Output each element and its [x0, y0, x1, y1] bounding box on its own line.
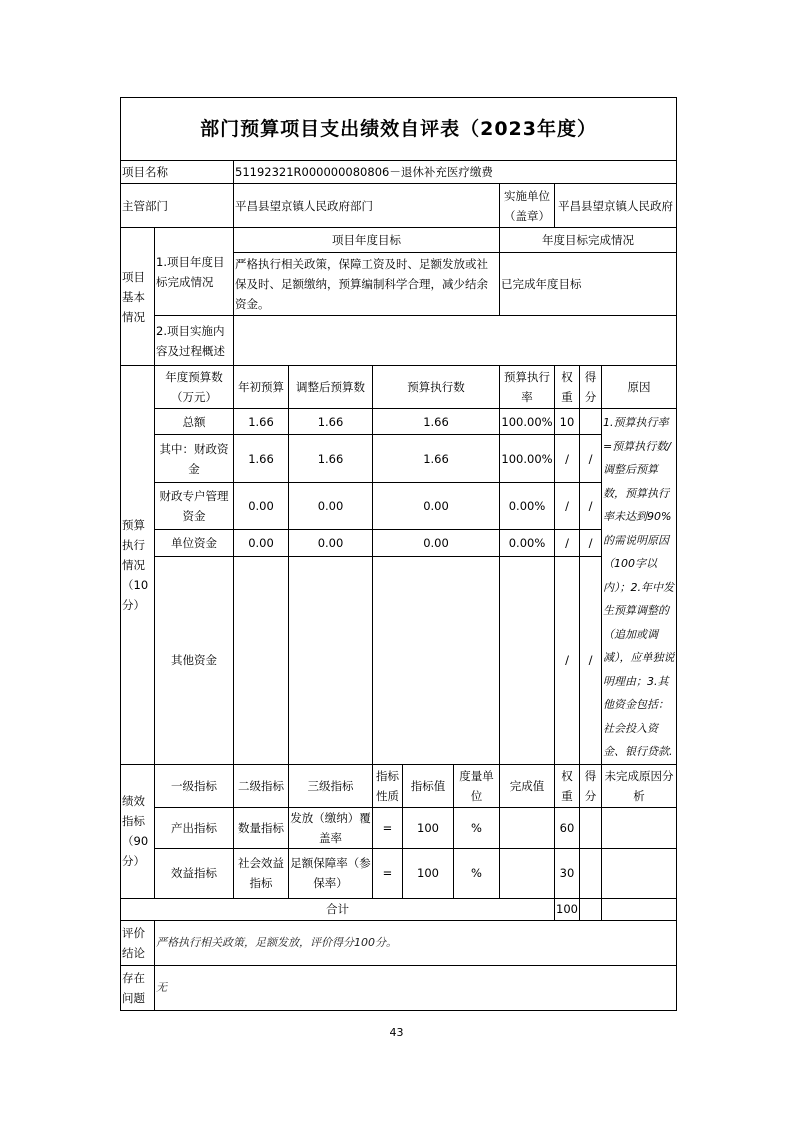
cell: 单位资金 — [155, 530, 234, 556]
total-label: 合计 — [121, 898, 555, 920]
cell — [234, 556, 289, 764]
self-evaluation-table — [120, 97, 677, 1011]
budget-header: 得分 — [580, 366, 602, 409]
cell: 100 — [403, 848, 454, 898]
cell — [373, 556, 500, 764]
cell: 其中：财政资金 — [155, 435, 234, 482]
budget-reason: 1.预算执行率=预算执行数/调整后预算数，预算执行率未达到90%的需说明原因（100字以内）；2.年中发生预算调整的（追加或调减），应单独说明理由；3.其他资金包括：社会投入资金、银行贷款. — [602, 409, 677, 765]
cell — [500, 556, 555, 764]
cell: 1.66 — [373, 435, 500, 482]
impl: 平昌县望京镇人民政府 — [555, 184, 677, 228]
cell: 0.00 — [289, 530, 373, 556]
cell: 100.00% — [500, 409, 555, 435]
budget-header: 原因 — [602, 366, 677, 409]
perf-header: 三级指标 — [289, 764, 373, 807]
budget-header: 调整后预算数 — [289, 366, 373, 409]
cell: 效益指标 — [155, 848, 234, 898]
cell: / — [555, 435, 580, 482]
cell: / — [580, 530, 602, 556]
cell: = — [373, 807, 403, 848]
done-header: 年度目标完成情况 — [500, 228, 677, 253]
cell — [289, 556, 373, 764]
budget-row — [121, 556, 677, 764]
cell: / — [555, 482, 580, 529]
cell: 30 — [555, 848, 580, 898]
perf-header: 指标值 — [403, 764, 454, 807]
cell: 0.00 — [234, 482, 289, 529]
conclusion-label: 评价结论 — [121, 920, 155, 965]
budget-header: 年初预算 — [234, 366, 289, 409]
dept: 平昌县望京镇人民政府部门 — [234, 184, 500, 228]
total-score — [580, 898, 602, 920]
perf-header: 未完成原因分析 — [602, 764, 677, 807]
cell — [580, 848, 602, 898]
cell: 产出指标 — [155, 807, 234, 848]
cell: 总额 — [155, 409, 234, 435]
budget-header: 年度预算数（万元） — [155, 366, 234, 409]
cell: 0.00 — [373, 482, 500, 529]
project-name-label: 项目名称 — [121, 161, 234, 184]
cell: 1.66 — [373, 409, 500, 435]
cell: / — [580, 435, 602, 482]
basic-item2-value — [234, 316, 677, 366]
budget-label: 预算执行情况（10分） — [121, 366, 155, 765]
budget-header: 权重 — [555, 366, 580, 409]
cell: 0.00 — [234, 530, 289, 556]
cell — [500, 848, 555, 898]
conclusion: 严格执行相关政策，足额发放，评价得分100分。 — [155, 920, 677, 965]
cell — [580, 807, 602, 848]
page-number: 43 — [389, 1026, 404, 1039]
cell: 0.00 — [373, 530, 500, 556]
budget-header: 预算执行率 — [500, 366, 555, 409]
cell: 数量指标 — [234, 807, 289, 848]
basic-item2: 2.项目实施内容及过程概述 — [155, 316, 234, 366]
cell: / — [555, 556, 580, 764]
cell: / — [580, 482, 602, 529]
issues: 无 — [155, 965, 677, 1010]
cell: 60 — [555, 807, 580, 848]
cell — [580, 409, 602, 435]
total-weight: 100 — [555, 898, 580, 920]
cell — [602, 807, 677, 848]
cell — [500, 807, 555, 848]
issues-label: 存在问题 — [121, 965, 155, 1010]
cell: 0.00% — [500, 482, 555, 529]
cell: % — [454, 848, 500, 898]
budget-header: 预算执行数 — [373, 366, 500, 409]
perf-header: 指标性质 — [373, 764, 403, 807]
budget-row — [121, 409, 677, 435]
perf-row — [121, 848, 677, 898]
dept-label: 主管部门 — [121, 184, 234, 228]
cell: 1.66 — [234, 409, 289, 435]
perf-header: 权重 — [555, 764, 580, 807]
done: 已完成年度目标 — [500, 253, 677, 316]
perf-label: 绩效指标（90分） — [121, 764, 155, 898]
cell: 100 — [403, 807, 454, 848]
page-title: 部门预算项目支出绩效自评表（2023年度） — [121, 98, 677, 161]
cell: / — [555, 530, 580, 556]
cell: 0.00% — [500, 530, 555, 556]
budget-row — [121, 482, 677, 529]
impl-label: 实施单位（盖章） — [500, 184, 555, 228]
perf-header: 二级指标 — [234, 764, 289, 807]
cell: 发放（缴纳）覆盖率 — [289, 807, 373, 848]
perf-header: 一级指标 — [155, 764, 234, 807]
budget-row — [121, 435, 677, 482]
cell: 足额保障率（参保率） — [289, 848, 373, 898]
cell: 10 — [555, 409, 580, 435]
cell: / — [580, 556, 602, 764]
cell: 财政专户管理资金 — [155, 482, 234, 529]
cell: 社会效益指标 — [234, 848, 289, 898]
total-reason — [602, 898, 677, 920]
basic-label: 项目基本情况 — [121, 228, 155, 366]
cell: 1.66 — [234, 435, 289, 482]
cell: 1.66 — [289, 435, 373, 482]
cell: 1.66 — [289, 409, 373, 435]
cell: 100.00% — [500, 435, 555, 482]
cell: % — [454, 807, 500, 848]
goal: 严格执行相关政策，保障工资及时、足额发放或社保及时、足额缴纳，预算编制科学合理，减少结余资金。 — [234, 253, 500, 316]
perf-header: 得分 — [580, 764, 602, 807]
cell: 其他资金 — [155, 556, 234, 764]
cell: = — [373, 848, 403, 898]
cell — [602, 848, 677, 898]
budget-row — [121, 530, 677, 556]
perf-row — [121, 807, 677, 848]
perf-header: 度量单位 — [454, 764, 500, 807]
perf-header: 完成值 — [500, 764, 555, 807]
cell: 0.00 — [289, 482, 373, 529]
project-name: 51192321R000000080806－退休补充医疗缴费 — [234, 161, 677, 184]
goal-header: 项目年度目标 — [234, 228, 500, 253]
basic-item1: 1.项目年度目标完成情况 — [155, 228, 234, 316]
